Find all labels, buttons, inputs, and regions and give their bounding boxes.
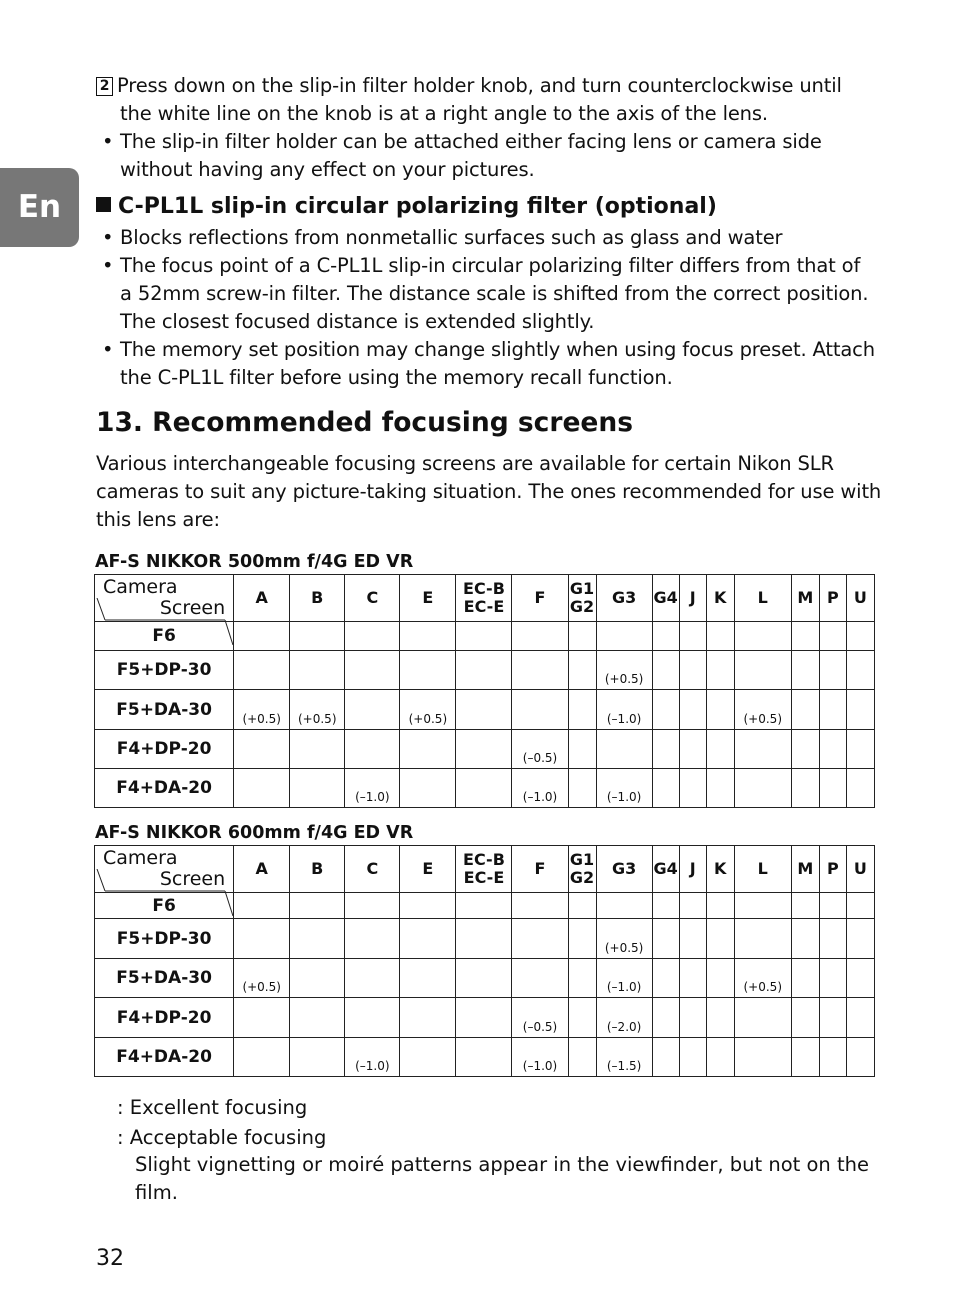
screen-cell bbox=[791, 769, 819, 808]
screen-cell bbox=[679, 651, 706, 690]
screen-cell bbox=[706, 622, 734, 651]
screen-cell bbox=[290, 893, 345, 919]
screen-cell bbox=[234, 1038, 290, 1077]
filter-bullet-line: The focus point of a C-PL1L slip-in circular polarizing filter differs from that of bbox=[120, 254, 861, 277]
screen-cell bbox=[846, 651, 874, 690]
screen-cell bbox=[512, 622, 568, 651]
screen-column-header: F bbox=[512, 575, 568, 622]
screen-cell bbox=[791, 622, 819, 651]
screen-cell bbox=[706, 959, 734, 998]
screen-cell bbox=[596, 651, 652, 690]
table-row bbox=[95, 893, 875, 919]
screen-cell bbox=[290, 919, 345, 959]
screen-cell bbox=[568, 730, 596, 769]
camera-cell: F4+DA-20 bbox=[95, 1038, 234, 1077]
screen-cell bbox=[679, 730, 706, 769]
exposure-compensation-value: (+0.5) bbox=[743, 712, 783, 726]
screen-cell bbox=[734, 998, 791, 1038]
filter-section-heading: C-PL1L slip-in circular polarizing filter (optional) bbox=[96, 192, 717, 222]
exposure-compensation-value: (–0.5) bbox=[522, 1020, 558, 1034]
screen-cell bbox=[706, 651, 734, 690]
screen-cell bbox=[234, 893, 290, 919]
screen-cell bbox=[734, 959, 791, 998]
screen-cell bbox=[400, 919, 456, 959]
camera-cell: F4+DP-20 bbox=[95, 998, 234, 1038]
screen-cell bbox=[512, 769, 568, 808]
screen-label: Screen bbox=[159, 868, 226, 890]
screen-cell bbox=[819, 959, 846, 998]
bullet-dot: • bbox=[102, 254, 114, 277]
screen-cell bbox=[819, 919, 846, 959]
screen-cell bbox=[290, 622, 345, 651]
screen-column-header: P bbox=[819, 846, 846, 893]
screen-cell bbox=[679, 622, 706, 651]
screen-cell bbox=[234, 769, 290, 808]
screen-cell bbox=[846, 919, 874, 959]
screen-cell bbox=[400, 730, 456, 769]
screen-cell bbox=[706, 919, 734, 959]
screen-cell bbox=[568, 893, 596, 919]
screen-cell bbox=[568, 769, 596, 808]
screen-cell bbox=[345, 998, 400, 1038]
screen-cell bbox=[345, 919, 400, 959]
exposure-compensation-value: (–1.0) bbox=[355, 1059, 390, 1073]
screen-cell bbox=[512, 919, 568, 959]
screen-cell bbox=[652, 919, 679, 959]
screen-column-header: J bbox=[679, 846, 706, 893]
screen-cell bbox=[512, 893, 568, 919]
screen-cell bbox=[819, 651, 846, 690]
step-text-line1: Press down on the slip-in filter holder knob, and turn counterclockwise until bbox=[117, 74, 842, 97]
screen-cell bbox=[706, 893, 734, 919]
screen-cell bbox=[791, 919, 819, 959]
screen-cell bbox=[596, 998, 652, 1038]
exposure-compensation-value: (–1.0) bbox=[355, 790, 390, 804]
exposure-compensation-value: (–1.0) bbox=[522, 790, 558, 804]
screen-column-header: L bbox=[734, 846, 791, 893]
screen-cell bbox=[791, 730, 819, 769]
screen-cell bbox=[290, 690, 345, 730]
screen-cell bbox=[596, 690, 652, 730]
screen-cell bbox=[234, 919, 290, 959]
camera-cell: F5+DP-30 bbox=[95, 651, 234, 690]
screen-cell bbox=[456, 622, 512, 651]
screen-cell bbox=[734, 690, 791, 730]
screen-cell bbox=[706, 769, 734, 808]
screen-cell bbox=[456, 959, 512, 998]
filter-bullet-line: Blocks reflections from nonmetallic surfaces such as glass and water bbox=[120, 226, 783, 249]
screens-heading: 13. Recommended focusing screens bbox=[96, 407, 634, 438]
screen-cell bbox=[846, 690, 874, 730]
screen-cell bbox=[652, 893, 679, 919]
screen-cell bbox=[819, 769, 846, 808]
focusing-screen-table-500mm bbox=[94, 574, 875, 808]
step-note-line2: without having any effect on your pictures. bbox=[120, 158, 535, 181]
screen-cell bbox=[734, 769, 791, 808]
screen-cell bbox=[652, 730, 679, 769]
camera-cell: F5+DA-30 bbox=[95, 690, 234, 730]
intro-line: cameras to suit any picture-taking situation. The ones recommended for use with bbox=[96, 480, 882, 503]
screen-cell bbox=[819, 998, 846, 1038]
screen-cell bbox=[791, 893, 819, 919]
screen-column-header: C bbox=[345, 575, 400, 622]
screen-cell bbox=[846, 998, 874, 1038]
exposure-compensation-value: (–2.0) bbox=[606, 1020, 642, 1034]
screen-cell bbox=[568, 998, 596, 1038]
screen-cell bbox=[596, 622, 652, 651]
table-row bbox=[95, 690, 875, 730]
screen-cell bbox=[791, 998, 819, 1038]
screen-column-header: C bbox=[345, 846, 400, 893]
step-note-line1: The slip-in filter holder can be attached either facing lens or camera side bbox=[120, 130, 822, 153]
screen-cell bbox=[456, 919, 512, 959]
screen-cell bbox=[846, 1038, 874, 1077]
screen-cell bbox=[706, 998, 734, 1038]
screen-column-header: G3 bbox=[596, 575, 652, 622]
step-text-line2: the white line on the knob is at a right angle to the axis of the lens. bbox=[120, 102, 768, 125]
screen-cell bbox=[512, 690, 568, 730]
screen-cell bbox=[734, 919, 791, 959]
table1-caption: AF-S NIKKOR 500mm f/4G ED VR bbox=[95, 552, 414, 572]
filter-bullet-line: The closest focused distance is extended slightly. bbox=[120, 310, 595, 333]
screen-cell bbox=[400, 998, 456, 1038]
screen-column-header: A bbox=[234, 846, 290, 893]
screen-cell bbox=[734, 893, 791, 919]
screen-cell bbox=[846, 959, 874, 998]
screen-cell bbox=[791, 1038, 819, 1077]
table-row bbox=[95, 1038, 875, 1077]
screen-cell bbox=[596, 769, 652, 808]
screen-cell bbox=[568, 651, 596, 690]
screen-cell bbox=[400, 651, 456, 690]
exposure-compensation-value: (–1.5) bbox=[606, 1059, 642, 1073]
screen-cell bbox=[400, 893, 456, 919]
screen-cell bbox=[290, 1038, 345, 1077]
screen-cell bbox=[456, 651, 512, 690]
camera-cell: F4+DA-20 bbox=[95, 769, 234, 808]
screen-cell bbox=[819, 622, 846, 651]
screen-cell bbox=[568, 959, 596, 998]
screen-cell bbox=[345, 1038, 400, 1077]
screen-column-header: P bbox=[819, 575, 846, 622]
screen-column-header: B bbox=[290, 846, 345, 893]
screen-column-header: L bbox=[734, 575, 791, 622]
screen-cell bbox=[456, 893, 512, 919]
legend-note-line1: Slight vignetting or moiré patterns appear in the viewfinder, but not on the bbox=[135, 1153, 869, 1176]
table-row bbox=[95, 730, 875, 769]
screen-cell bbox=[234, 998, 290, 1038]
screen-cell bbox=[345, 769, 400, 808]
screen-cell bbox=[652, 622, 679, 651]
screen-cell bbox=[734, 1038, 791, 1077]
screen-cell bbox=[234, 651, 290, 690]
exposure-compensation-value: (+0.5) bbox=[604, 941, 644, 955]
screen-column-header: K bbox=[706, 846, 734, 893]
screen-cell bbox=[846, 622, 874, 651]
screen-cell bbox=[652, 651, 679, 690]
screen-cell bbox=[846, 769, 874, 808]
screen-cell bbox=[234, 622, 290, 651]
screen-camera-corner bbox=[95, 575, 234, 622]
screen-cell bbox=[791, 959, 819, 998]
screen-cell bbox=[512, 959, 568, 998]
table-row bbox=[95, 651, 875, 690]
screen-cell bbox=[345, 893, 400, 919]
intro-line: Various interchangeable focusing screens are available for certain Nikon SLR bbox=[96, 452, 834, 475]
screen-column-header: U bbox=[846, 575, 874, 622]
screen-cell bbox=[512, 730, 568, 769]
screen-cell bbox=[652, 1038, 679, 1077]
screen-cell bbox=[846, 893, 874, 919]
screen-cell bbox=[568, 622, 596, 651]
screen-cell bbox=[400, 959, 456, 998]
page-number: 32 bbox=[96, 1246, 124, 1271]
screen-column-header: A bbox=[234, 575, 290, 622]
screen-camera-corner bbox=[95, 846, 234, 893]
screen-cell bbox=[400, 769, 456, 808]
exposure-compensation-value: (–0.5) bbox=[522, 751, 558, 765]
screen-cell bbox=[456, 730, 512, 769]
bullet-dot: • bbox=[102, 130, 114, 153]
step-number: 2 bbox=[96, 77, 113, 96]
screen-cell bbox=[400, 690, 456, 730]
screen-cell bbox=[456, 998, 512, 1038]
exposure-compensation-value: (–1.0) bbox=[606, 980, 642, 994]
screen-cell bbox=[596, 893, 652, 919]
screen-cell bbox=[456, 690, 512, 730]
screen-column-header: F bbox=[512, 846, 568, 893]
exposure-compensation-value: (+0.5) bbox=[408, 712, 448, 726]
screen-cell bbox=[819, 893, 846, 919]
screen-label: Screen bbox=[159, 597, 226, 619]
screen-cell bbox=[596, 730, 652, 769]
screen-cell bbox=[652, 769, 679, 808]
screen-cell bbox=[819, 690, 846, 730]
screen-column-header: E bbox=[400, 575, 456, 622]
filter-bullet-line: the C-PL1L filter before using the memory recall function. bbox=[120, 366, 673, 389]
square-bullet-icon bbox=[96, 197, 111, 212]
screen-cell bbox=[791, 690, 819, 730]
screen-column-header: EC-B EC-E bbox=[456, 846, 512, 893]
language-tab: En bbox=[0, 168, 79, 247]
focusing-screen-table-600mm bbox=[94, 845, 875, 1077]
screen-cell bbox=[679, 959, 706, 998]
screen-column-header: J bbox=[679, 575, 706, 622]
camera-label: Camera bbox=[103, 847, 178, 869]
screen-column-header: G1 G2 bbox=[568, 846, 596, 893]
screen-cell bbox=[290, 651, 345, 690]
screen-cell bbox=[345, 730, 400, 769]
screen-cell bbox=[652, 998, 679, 1038]
exposure-compensation-value: (–1.0) bbox=[606, 790, 642, 804]
bullet-dot: • bbox=[102, 338, 114, 361]
screen-cell bbox=[819, 730, 846, 769]
screen-cell bbox=[290, 769, 345, 808]
screen-column-header: M bbox=[791, 575, 819, 622]
step-2 bbox=[96, 72, 842, 100]
exposure-compensation-value: (+0.5) bbox=[242, 712, 281, 726]
screen-cell bbox=[290, 959, 345, 998]
camera-cell: F5+DP-30 bbox=[95, 919, 234, 959]
screen-column-header: B bbox=[290, 575, 345, 622]
screen-cell bbox=[819, 1038, 846, 1077]
screen-cell bbox=[400, 622, 456, 651]
screen-cell bbox=[512, 1038, 568, 1077]
legend-acceptable: : Acceptable focusing bbox=[117, 1126, 327, 1149]
screen-cell bbox=[456, 1038, 512, 1077]
exposure-compensation-value: (+0.5) bbox=[242, 980, 281, 994]
exposure-compensation-value: (–1.0) bbox=[522, 1059, 558, 1073]
camera-cell: F4+DP-20 bbox=[95, 730, 234, 769]
screen-cell bbox=[568, 1038, 596, 1077]
screen-cell bbox=[345, 959, 400, 998]
screen-cell bbox=[234, 690, 290, 730]
screen-cell bbox=[234, 730, 290, 769]
exposure-compensation-value: (+0.5) bbox=[743, 980, 783, 994]
exposure-compensation-value: (+0.5) bbox=[604, 672, 644, 686]
screen-cell bbox=[652, 690, 679, 730]
screen-cell bbox=[734, 730, 791, 769]
screen-cell bbox=[568, 690, 596, 730]
screen-column-header: G4 bbox=[652, 575, 679, 622]
screen-cell bbox=[512, 651, 568, 690]
screen-cell bbox=[706, 690, 734, 730]
screen-column-header: K bbox=[706, 575, 734, 622]
camera-label: Camera bbox=[103, 576, 178, 598]
table-row bbox=[95, 919, 875, 959]
screen-cell bbox=[734, 651, 791, 690]
screen-cell bbox=[679, 769, 706, 808]
camera-cell: F5+DA-30 bbox=[95, 959, 234, 998]
screen-cell bbox=[679, 919, 706, 959]
screen-cell bbox=[345, 651, 400, 690]
filter-bullet-line: The memory set position may change slightly when using focus preset. Attach bbox=[120, 338, 875, 361]
screen-cell bbox=[734, 622, 791, 651]
screen-column-header: G1 G2 bbox=[568, 575, 596, 622]
screen-cell bbox=[345, 622, 400, 651]
screen-column-header: U bbox=[846, 846, 874, 893]
screen-cell bbox=[679, 1038, 706, 1077]
screen-cell bbox=[679, 893, 706, 919]
legend-note-line2: film. bbox=[135, 1181, 178, 1204]
table-row bbox=[95, 959, 875, 998]
screen-cell bbox=[400, 1038, 456, 1077]
table-row bbox=[95, 769, 875, 808]
screen-cell bbox=[596, 1038, 652, 1077]
screen-column-header: G4 bbox=[652, 846, 679, 893]
bullet-dot: • bbox=[102, 226, 114, 249]
camera-cell: F6 bbox=[95, 893, 234, 919]
filter-bullet-line: a 52mm screw-in filter. The distance scale is shifted from the correct position. bbox=[120, 282, 869, 305]
screen-cell bbox=[568, 919, 596, 959]
screen-cell bbox=[706, 1038, 734, 1077]
screen-cell bbox=[791, 651, 819, 690]
screen-cell bbox=[652, 959, 679, 998]
screen-column-header: EC-B EC-E bbox=[456, 575, 512, 622]
screen-cell bbox=[512, 998, 568, 1038]
screen-column-header: G3 bbox=[596, 846, 652, 893]
table-row bbox=[95, 622, 875, 651]
camera-cell: F6 bbox=[95, 622, 234, 651]
legend-excellent: : Excellent focusing bbox=[117, 1096, 308, 1119]
screen-cell bbox=[234, 959, 290, 998]
screen-column-header: E bbox=[400, 846, 456, 893]
exposure-compensation-value: (–1.0) bbox=[606, 712, 642, 726]
screen-cell bbox=[846, 730, 874, 769]
screen-cell bbox=[290, 998, 345, 1038]
table2-caption: AF-S NIKKOR 600mm f/4G ED VR bbox=[95, 823, 414, 843]
screen-cell bbox=[596, 919, 652, 959]
screen-cell bbox=[706, 730, 734, 769]
screen-column-header: M bbox=[791, 846, 819, 893]
screen-cell bbox=[456, 769, 512, 808]
screen-cell bbox=[596, 959, 652, 998]
intro-line: this lens are: bbox=[96, 508, 220, 531]
screen-cell bbox=[679, 690, 706, 730]
exposure-compensation-value: (+0.5) bbox=[298, 712, 337, 726]
screen-cell bbox=[345, 690, 400, 730]
screen-cell bbox=[679, 998, 706, 1038]
table-row bbox=[95, 998, 875, 1038]
screen-cell bbox=[290, 730, 345, 769]
